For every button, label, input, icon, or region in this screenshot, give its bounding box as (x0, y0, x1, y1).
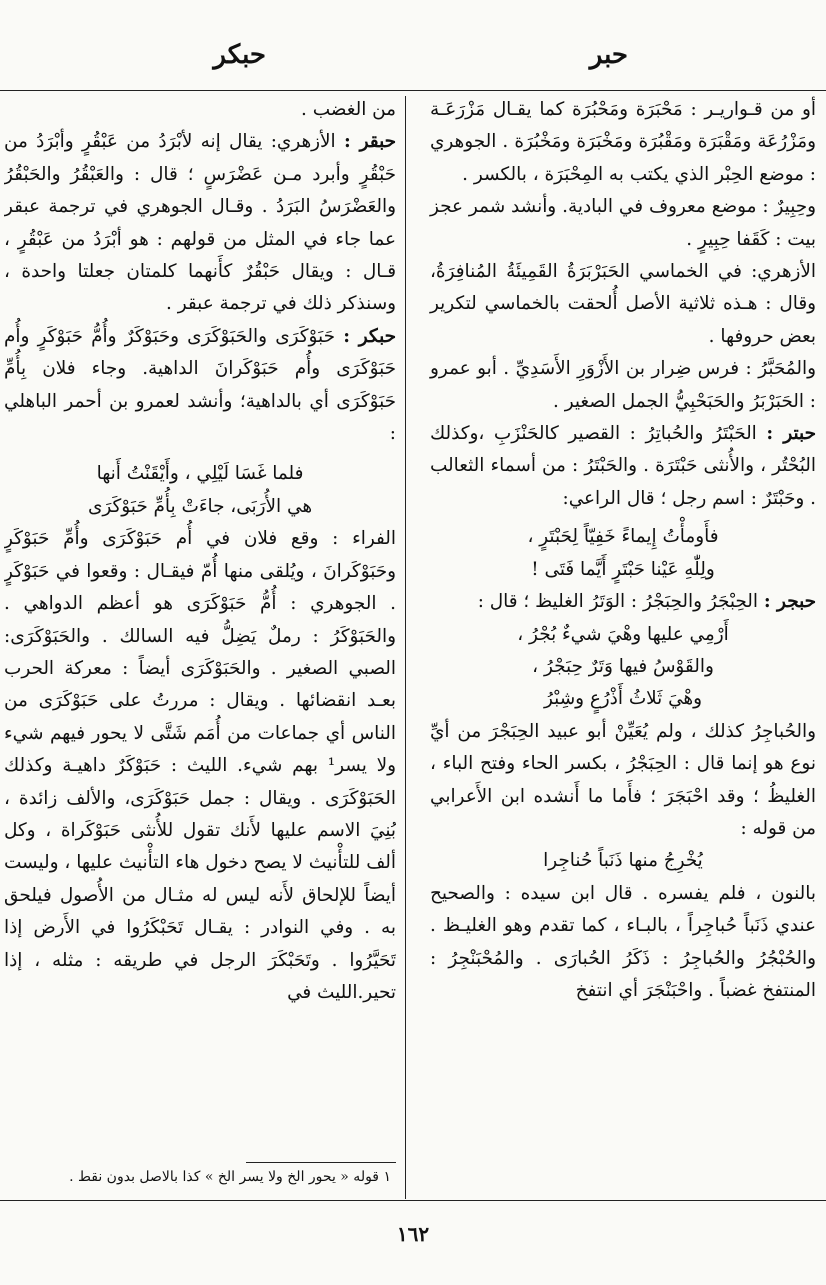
entry-hibajr (430, 586, 816, 716)
left-column (4, 94, 396, 1009)
entry-text: الحِبْجَرُ والحِبَجْرُ : الوَتَرُ الغليظ ؛ قال : (477, 591, 758, 613)
entry-habawkara (4, 523, 396, 1009)
footnote: ١ قوله « يحور الخ ولا يسر الخ » كذا بالاصل بدون نقط . (69, 1169, 391, 1185)
entry-continuation-end (430, 878, 816, 1008)
entry-habkar (4, 321, 396, 523)
footnote-rule (246, 1162, 396, 1163)
verse-line: وهْيَ ثَلاثُ أَذْرُعٍ وشِبْرُ (544, 688, 702, 710)
entry-headword: حبقر : (343, 131, 396, 153)
right-column (430, 94, 816, 1007)
entry-text: الأزهري: يقال إنه لأبْرَدُ من عَبْقُرٍ وأبْرَدُ من حَبْقُرٍ وأبرد مـن عَضْرَسٍ ؛ قال : والعَبْقُرُ والحَبْقُرُ والعَضْرَسُ البَرَدُ . وقـال الجوهري في ترجمة عبقر عما جاء في المثل من قولهم : هو أبْرَدُ من عَبْقُرٍ ، قـال : ويقال حَبْقُرٌ كأَنهما كلمتان جعلتا واحدة ، وسنذكر ذلك في ترجمة عبقر . (4, 131, 396, 315)
page-number: ١٦٢ (396, 1222, 430, 1246)
header-rule (0, 90, 826, 91)
verse-block (4, 458, 396, 523)
running-header-left: حبكر (213, 40, 266, 70)
footer-rule (0, 1200, 826, 1201)
entry-headword: حبتر : (766, 423, 816, 445)
verse-block (430, 521, 816, 586)
entry-continuation (430, 94, 816, 191)
entry-text: أو من قـواريـر : مَحْبَرَة ومَحْبُرَة كما يقـال مَزْرَعَـة ومَزْرُعَة ومَقْبَرَة ومَقْبُرَة ومَخْبَرَة ومَخْبُرَة . الجوهري : موضع الحِبْر الذي يكتب به المِحْبَرَة ، بالكسر . (430, 99, 816, 185)
entry-headword: حبكر : (343, 325, 396, 347)
column-separator (405, 96, 406, 1199)
entry-hibir (430, 191, 816, 256)
entry-text: حَبَوْكَرَى والحَبَوْكَرَى وحَبَوْكَرٌ وأُمُّ حَبَوْكَرٍ وأُم حَبَوْكَرَى وأُم حَبَوْكَرانَ الداهية. وجاء فلان بِأُمِّ حَبَوْكَرَى أي بالداهية؛ وأنشد لعمرو بن أحمر الباهلي : (4, 325, 396, 445)
verse-line: فأَومأْتُ إِيماءً خَفِيّاً لِحَبْتَرٍ ، (527, 526, 719, 548)
entry-text: والحُباجِرُ كذلك ، ولم يُعَيِّنْ أبو عبيد الحِبَجْرَ من أيِّ نوع هو إنما قال : الحِبَجْرُ ، بكسر الحاء وفتح الباء ، الغليظُ ؛ وقد احْبَجَرَ ؛ فأَما ما أَنشده ابن الأَعرابي من قوله : (430, 720, 816, 839)
verse-line: فلما غَسَا لَيْلِي ، وأَيْقَنْتُ أَنها (96, 463, 304, 485)
verse-block (430, 619, 816, 716)
entry-text: بالنون ، فلم يفسره . قال ابن سيده : والصحيح عندي ذَنَباً حُباجِراً ، بالبـاء ، كما تقدم وهو الغليـظ . والحُبْجُرُ والحُباجِرُ : ذَكَرُ الحُبارَى . والمُحْبَنْجِرُ : المنتفخ غضباً . واحْبَنْجَرَ أي انتفخ (430, 882, 816, 1001)
entry-habqar (4, 126, 396, 320)
entry-text: الأزهري: في الخماسي الحَبَرْبَرَةُ القَمِيئَةُ المُنافِرَةُ، وقال : هـذه ثلاثية الأصل أُلحقت بالخماسي لتكرير بعض حروفها . (430, 261, 816, 347)
entry-continuation (4, 94, 396, 126)
entry-text: الفراء : وقع فلان في أُم حَبَوْكَرَى وأُمِّ حَبَوْكَرٍ وحَبَوْكَرانَ ، ويُلقى منها أُمّ فيقـال : وقعوا في حَبَوْكَرٍ . الجوهري : أُمُّ حَبَوْكَرَى هو أعظم الدواهي . والحَبَوْكَرُ : رملٌ يَضِلُّ فيه السالك . والحَبَوْكَرَى: الصبي الصغير . والحَبَوْكَرَى أيضاً : معركة الحرب بعـد انقضائها . ويقال : مررتُ على حَبَوْكَرَى من الناس أي جماعات من أُمَم شَتَّى لا يحور فيهم شيء ولا يسر¹ بهم شيء. الليث : حَبَوْكَرٌ داهيـة وكذلك الحَبَوْكَرَى . ويقال : جمل حَبَوْكَرَى، والألف زائدة ، بُنِيَ الاسم عليها لأَنك تقول للأُنثى حَبَوْكَراة ، وكل ألف للتأْنيث لا يصح دخول هاء التأْنيث عليها ، وليست أيضاً للإلحاق لأَنه ليس له مثـال من الأُصول فيلحق به . وفي النوادر : يقـال تَحَبْكَرُوا في الأَرض إذا تَحَيَّرُوا . وتَحَبْكَرَ الرجل في طريقه : مثله ، إذا تحير.الليث في (4, 528, 396, 1003)
verse-line: يُخْرِجُ منها ذَنَباً حُناجِرا (543, 850, 703, 872)
entry-habtar (430, 418, 816, 586)
verse-line: والقَوْسُ فيها وَتَرٌ حِبَجْرُ ، (532, 655, 714, 677)
entry-headword: حبجر : (763, 591, 816, 613)
verse-block (430, 845, 816, 877)
entry-habarbara (430, 256, 816, 353)
entry-text: من الغضب . (301, 99, 396, 120)
running-header-right: حبر (589, 40, 628, 70)
entry-text: والمُحَبَّرُ : فرس ضِرار بن الأَزْوَرِ الأَسَدِيِّ . أبو عمرو : الحَبَرْبَرُ والحَبَحْبِيُّ الجمل الصغير . (430, 358, 816, 412)
entry-text: وحِبِيرٌ : موضع معروف في البادية. وأنشد شمر عجز بيت : كَقَفا حِبِيرٍ . (430, 196, 816, 250)
verse-line: أَرْمِي عليها وهْيَ شيءٌ بُجْرُ ، (517, 623, 729, 645)
verse-line: ولِلّٰهِ عَيْنا حَبْتَرٍ أَيَّما فَتَى ! (531, 558, 715, 580)
verse-line: هي الأُرَبَى، جاءَتْ بِأُمِّ حَبَوْكَرَى (87, 495, 313, 517)
entry-text: الحَبْتَرُ والحُباتِرُ : القصير كالحَنْزَبِ ،وكذلك البُحْتُر ، والأُنثى حَبْتَرَة . والحَبْتَرُ : من أسماء الثعالب . وحَبْتَرٌ : اسم رجل ؛ قال الراعي: (430, 423, 816, 509)
entry-hubajir (430, 716, 816, 878)
entry-muhabbar (430, 353, 816, 418)
